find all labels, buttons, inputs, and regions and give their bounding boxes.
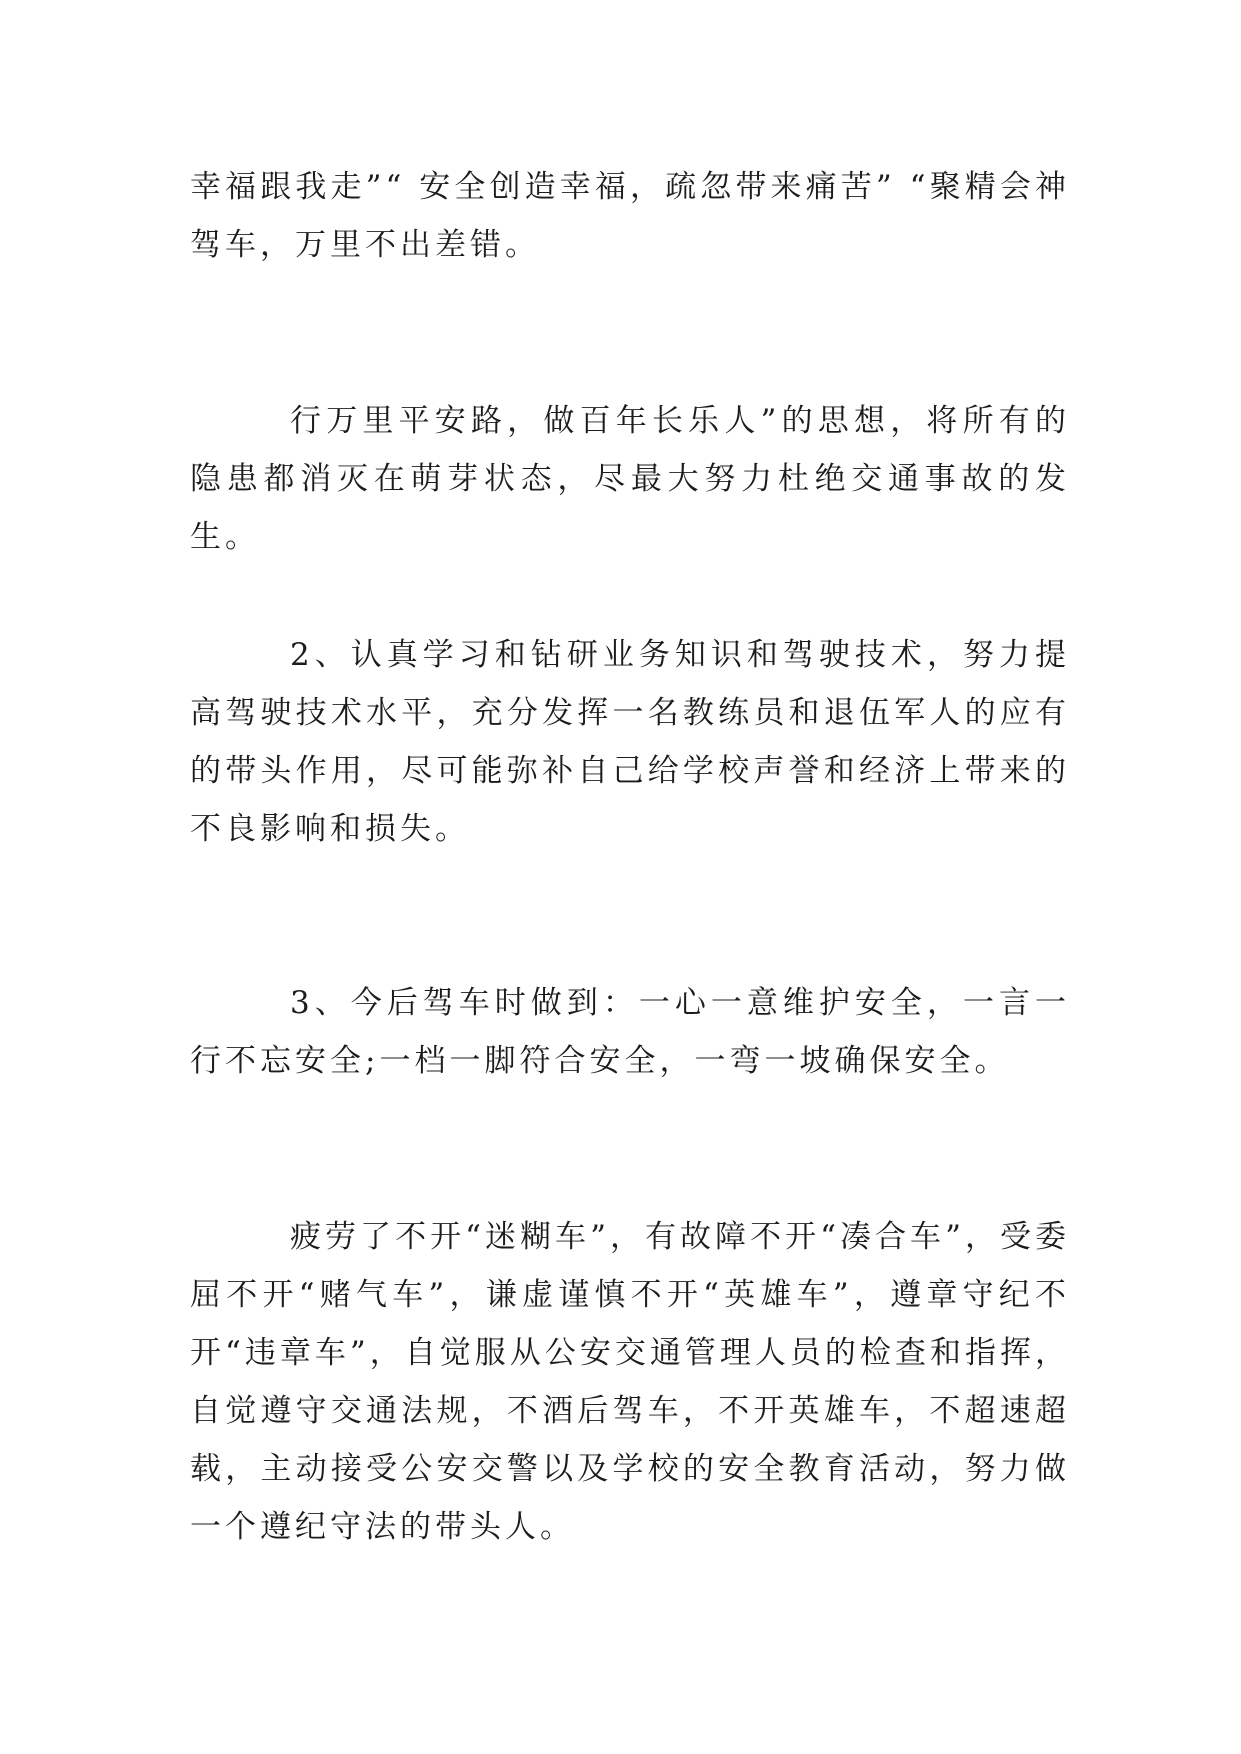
paragraph-item-2: 2、认真学习和钻研业务知识和驾驶技术，努力提高驾驶技术水平，充分发挥一名教练员和退伍军人的应有的带头作用，尽可能弥补自己给学校声誉和经济上带来的不良影响和损失。 [190, 637, 1070, 847]
paragraph-driving-rules: 疲劳了不开“迷糊车”，有故障不开“凑合车”，受委屈不开“赌气车”，谦虚谨慎不开“英雄车”，遵章守纪不开“违章车”，自觉服从公安交通管理人员的检查和指挥，自觉遵守交通法规，不酒后驾车，不开英雄车，不超速超载，主动接受公安交警以及学校的安全教育活动，努力做一个遵纪守法的带头人。 [190, 1219, 1070, 1545]
paragraph-safety-mindset: 行万里平安路，做百年长乐人”的思想，将所有的隐患都消灭在萌芽状态，尽最大努力杜绝交通事故的发生。 [190, 403, 1070, 555]
paragraph-item-3: 3、今后驾车时做到：一心一意维护安全，一言一行不忘安全;一档一脚符合安全，一弯一坡确保安全。 [190, 985, 1070, 1079]
paragraph-continuation: 幸福跟我走”“ 安全创造幸福，疏忽带来痛苦” “聚精会神驾车，万里不出差错。 [190, 169, 1070, 263]
